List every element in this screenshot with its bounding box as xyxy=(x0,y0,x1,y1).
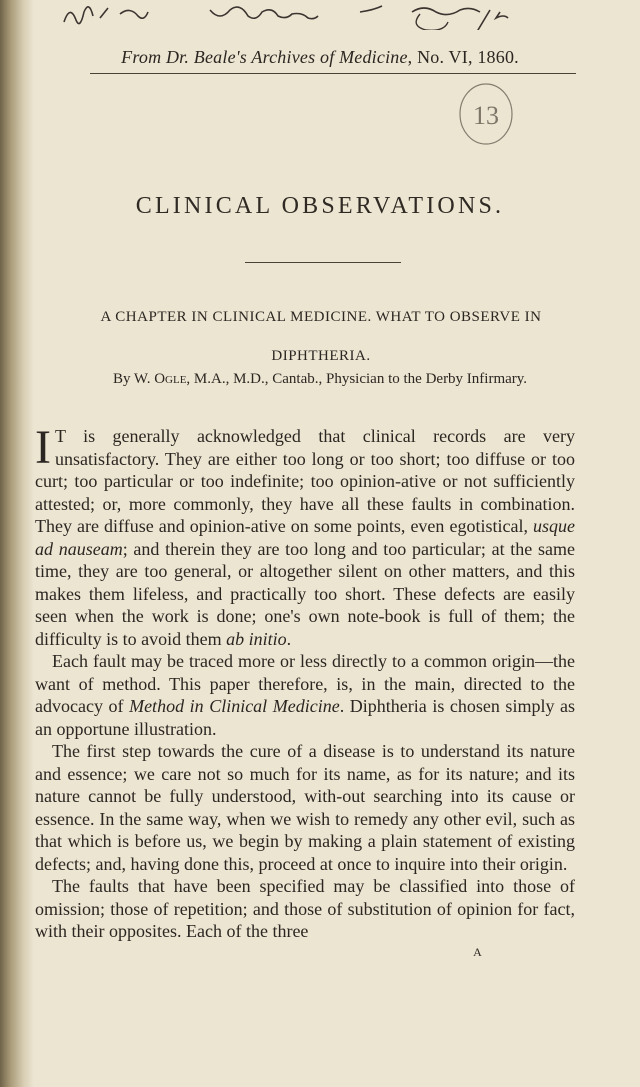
paragraph-1-text-b: ; and therein they are too long and too particular; at the same time, they are too general, or altogether silent on other matters, and this makes them lifeless, and practically too short. These defects are easily seen when the work is done; one's own note-book is full of them; the difficulty is to avoid them xyxy=(35,538,575,649)
paragraph-1-text-a: T is generally acknowledged that clinical records are very unsatisfactory. They are either too long or too short; too diffuse or too curt; too particular or too indefinite; too opinion-ative or not sufficiently attested; or, more commonly, they have all these faults in combination. They are diffuse and opinion-ative on some points, even egotistical, xyxy=(35,426,575,536)
drop-cap: I xyxy=(35,421,51,474)
title-rule xyxy=(245,262,401,263)
catalogue-stamp xyxy=(455,78,517,150)
source-citation xyxy=(0,47,640,68)
paragraph-2-italic: Method in Clinical Medicine xyxy=(129,696,340,716)
paragraph-2-text-a: Each fault may be traced more or less directly to a common origin—the want of method. This paper therefore, is, in the main, directed to the advocacy of xyxy=(35,651,575,716)
paragraph-1-italic-b: ab initio xyxy=(226,628,287,649)
paragraph-4: The faults that have been specified may be classified into those of omission; those of repetition; and those of substitution of opinion for fact, with their opposites. Each of the three xyxy=(35,876,575,941)
author-byline xyxy=(0,371,640,388)
paragraph-2-text-b: . Diphtheria is chosen simply as an opportune illustration. xyxy=(35,696,575,739)
article-subtitle: A CHAPTER IN CLINICAL MEDICINE. WHAT TO OBSERVE IN DIPHTHERIA. xyxy=(100,309,542,364)
byline-by: By W. xyxy=(112,371,155,387)
article-body xyxy=(35,421,575,943)
paragraph-1-italic-a: usque ad nauseam xyxy=(35,516,575,559)
byline-author: Ogle xyxy=(154,371,187,387)
paragraph-1 xyxy=(35,421,575,650)
byline-details: , M.A., M.D., Cantab., Physician to the Derby Infirmary. xyxy=(186,371,528,387)
source-journal: Archives of Medicine xyxy=(251,47,408,67)
paragraph-3: The first step towards the cure of a disease is to understand its nature and essence; we care not so much for its name, as for its nature; and its nature cannot be fully understood, with-out searching into its cause or essence. In the same way, when we wish to remedy any other evil, such as that which is before us, we begin by making a plain statement of existing defects; and, having done this, proceed at once to inquire into their origin. xyxy=(35,741,575,874)
header-rule xyxy=(90,73,576,74)
source-prefix: From Dr. Beale's xyxy=(121,47,252,67)
handwritten-annotation xyxy=(60,0,620,30)
article-title: CLINICAL OBSERVATIONS. xyxy=(135,193,505,219)
paragraph-1-text-c: . xyxy=(286,628,292,649)
stamp-number: 13 xyxy=(473,101,499,130)
paragraph-2 xyxy=(35,650,575,740)
source-number: , No. VI, 1860. xyxy=(407,47,519,67)
signature-mark: A xyxy=(473,945,483,959)
